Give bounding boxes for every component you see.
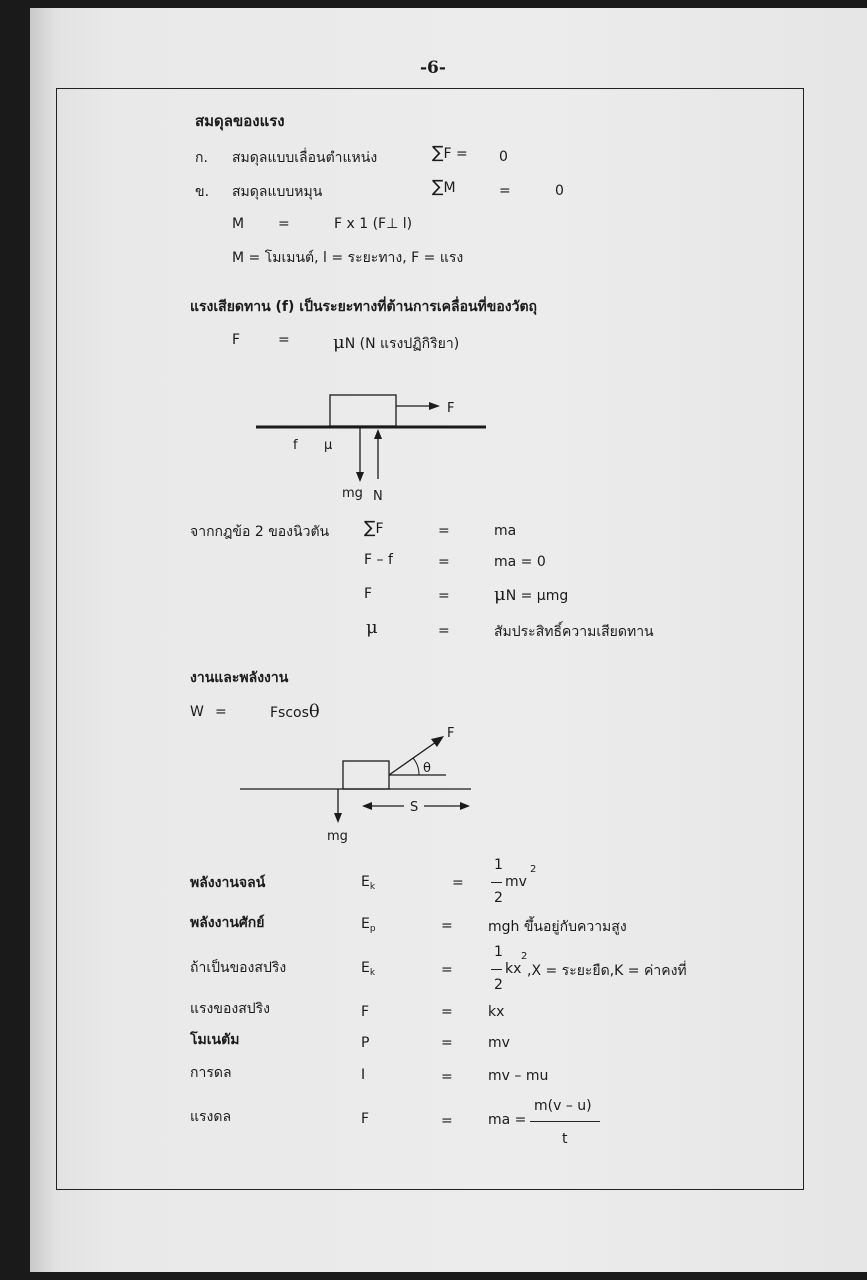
arrow-head (334, 813, 342, 823)
newton-row-4-rhs: สัมประสิทธิ์ความเสียดทาน (494, 624, 654, 640)
energy-row-spring-force-formula: kx (488, 1004, 505, 1020)
equilibrium-b-eq: = (499, 183, 511, 199)
block-box (343, 761, 389, 789)
row-rhs: N = μmg (505, 588, 569, 604)
equilibrium-heading: สมดุลของแรง (195, 112, 285, 130)
row-lhs: F (375, 521, 384, 537)
energy-row-spring-formula: kx (505, 961, 522, 977)
energy-row-momentum-symbol: P (361, 1035, 370, 1051)
work-eq: = (215, 704, 227, 720)
energy-row-spring-note: ,X = ระยะยืด,K = ค่าคงที่ (527, 963, 687, 979)
energy-row-impulsive-force-formula: ma = (488, 1112, 527, 1128)
energy-row-spring-force-eq: = (441, 1004, 453, 1020)
energy-row-potential-symbol (361, 916, 376, 934)
energy-row-spring-sup: 2 (521, 951, 528, 962)
equilibrium-a-label: ก. (195, 150, 208, 166)
newton-row-2-rhs: ma = 0 (494, 554, 546, 570)
energy-row-spring-force-symbol: F (361, 1004, 370, 1020)
energy-row-impulsive-force-denominator: t (562, 1131, 568, 1147)
arrow-head (460, 802, 470, 810)
mu-label: μ (324, 438, 333, 453)
subscript: k (369, 968, 376, 978)
equilibrium-a-text: สมดุลแบบเลื่อนตำแหน่ง (232, 150, 378, 166)
work-heading: งานและพลังงาน (190, 670, 289, 686)
newton-row-3-lhs: F (364, 586, 373, 602)
equilibrium-b-value: 0 (555, 183, 564, 199)
equilibrium-b-label: ข. (195, 184, 210, 200)
energy-row-impulsive-force-name: แรงดล (190, 1109, 232, 1125)
energy-row-spring-name: ถ้าเป็นของสปริง (190, 960, 287, 976)
energy-row-spring-den: 2 (494, 977, 503, 993)
symbol: E (361, 874, 370, 890)
moment-legend: M = โมเมนต์, l = ระยะทาง, F = แรง (232, 250, 464, 266)
moment-eq: = (278, 216, 290, 232)
energy-row-impulsive-force-symbol: F (361, 1111, 370, 1127)
sigma-symbol: ∑ (432, 177, 444, 197)
friction-eq: = (278, 332, 290, 348)
distance-label: S (410, 800, 419, 815)
energy-row-kinetic-symbol (361, 874, 375, 892)
energy-row-spring-num: 1 (494, 944, 503, 960)
energy-row-spring-symbol (361, 960, 375, 978)
b-var: M (443, 180, 456, 196)
fraction-bar (530, 1121, 600, 1122)
energy-row-kinetic-sup: 2 (530, 864, 537, 875)
energy-row-kinetic-formula: mv (505, 874, 527, 890)
newton-row-4-lhs: μ (366, 617, 378, 638)
equilibrium-a-value: 0 (499, 149, 508, 165)
a-formula-text: F = (443, 146, 468, 162)
equilibrium-b-text: สมดุลแบบหมุน (232, 184, 323, 200)
energy-row-kinetic-num: 1 (494, 857, 503, 873)
sigma-symbol: ∑ (364, 518, 376, 538)
theta-symbol: θ (308, 701, 320, 722)
friction-heading: แรงเสียดทาน (f) เป็นระยะทางที่ต้านการเคลื่อนที่ของวัตถุ (190, 299, 538, 315)
newton-row-1-eq: = (438, 523, 450, 539)
energy-row-impulse-symbol: I (361, 1067, 366, 1083)
energy-row-potential-eq: = (441, 918, 453, 934)
energy-row-impulse-eq: = (441, 1069, 453, 1085)
newton-row-3-eq: = (438, 588, 450, 604)
friction-rhs: N (N แรงปฏิกิริยา) (344, 336, 460, 352)
force-label: F (447, 401, 455, 416)
page-number: -6- (420, 58, 446, 78)
energy-row-spring-eq: = (441, 962, 453, 978)
subscript: p (369, 924, 376, 934)
angle-label: θ (423, 761, 431, 776)
weight-label: mg (342, 486, 363, 501)
energy-row-impulsive-force-numerator: m(v – u) (534, 1098, 592, 1114)
energy-row-kinetic-eq: = (452, 875, 464, 891)
force-label: F (447, 726, 455, 741)
work-formula: Fscos (270, 705, 309, 721)
symbol: E (361, 960, 370, 976)
energy-row-potential-name: พลังงานศักย์ (190, 915, 265, 931)
energy-row-kinetic-den: 2 (494, 890, 503, 906)
moment-lhs: M (232, 216, 245, 232)
mu-symbol: μ (333, 332, 345, 353)
energy-row-momentum-eq: = (441, 1035, 453, 1051)
angle-arc (413, 758, 419, 775)
subscript: k (369, 882, 376, 892)
energy-row-impulse-name: การดล (190, 1065, 232, 1081)
mu-symbol: μ (494, 584, 506, 605)
symbol: E (361, 916, 370, 932)
friction-label: f (293, 438, 298, 453)
energy-row-spring-force-name: แรงของสปริง (190, 1001, 270, 1017)
newton-row-2-lhs: F – f (364, 552, 393, 568)
newton-intro: จากกฎข้อ 2 ของนิวตัน (190, 524, 330, 540)
energy-row-impulse-formula: mv – mu (488, 1068, 549, 1084)
energy-row-potential-formula: mgh ขึ้นอยู่กับความสูง (488, 919, 627, 935)
energy-row-momentum-name: โมเนตัม (190, 1032, 240, 1048)
arrow-head (362, 802, 372, 810)
arrow-head (431, 736, 444, 747)
friction-lhs: F (232, 332, 241, 348)
normal-label: N (373, 489, 383, 504)
work-lhs: W (190, 704, 204, 720)
sigma-symbol: ∑ (432, 143, 444, 163)
newton-row-1-rhs: ma (494, 523, 517, 539)
fraction-bar (491, 969, 502, 970)
weight-label: mg (327, 829, 348, 844)
newton-row-4-eq: = (438, 623, 450, 639)
fraction-bar (491, 882, 502, 883)
energy-row-kinetic-name: พลังงานจลน์ (190, 875, 266, 891)
energy-row-momentum-formula: mv (488, 1035, 510, 1051)
energy-row-impulsive-force-eq: = (441, 1113, 453, 1129)
newton-row-2-eq: = (438, 554, 450, 570)
moment-rhs: F x 1 (F⊥ l) (334, 216, 413, 232)
